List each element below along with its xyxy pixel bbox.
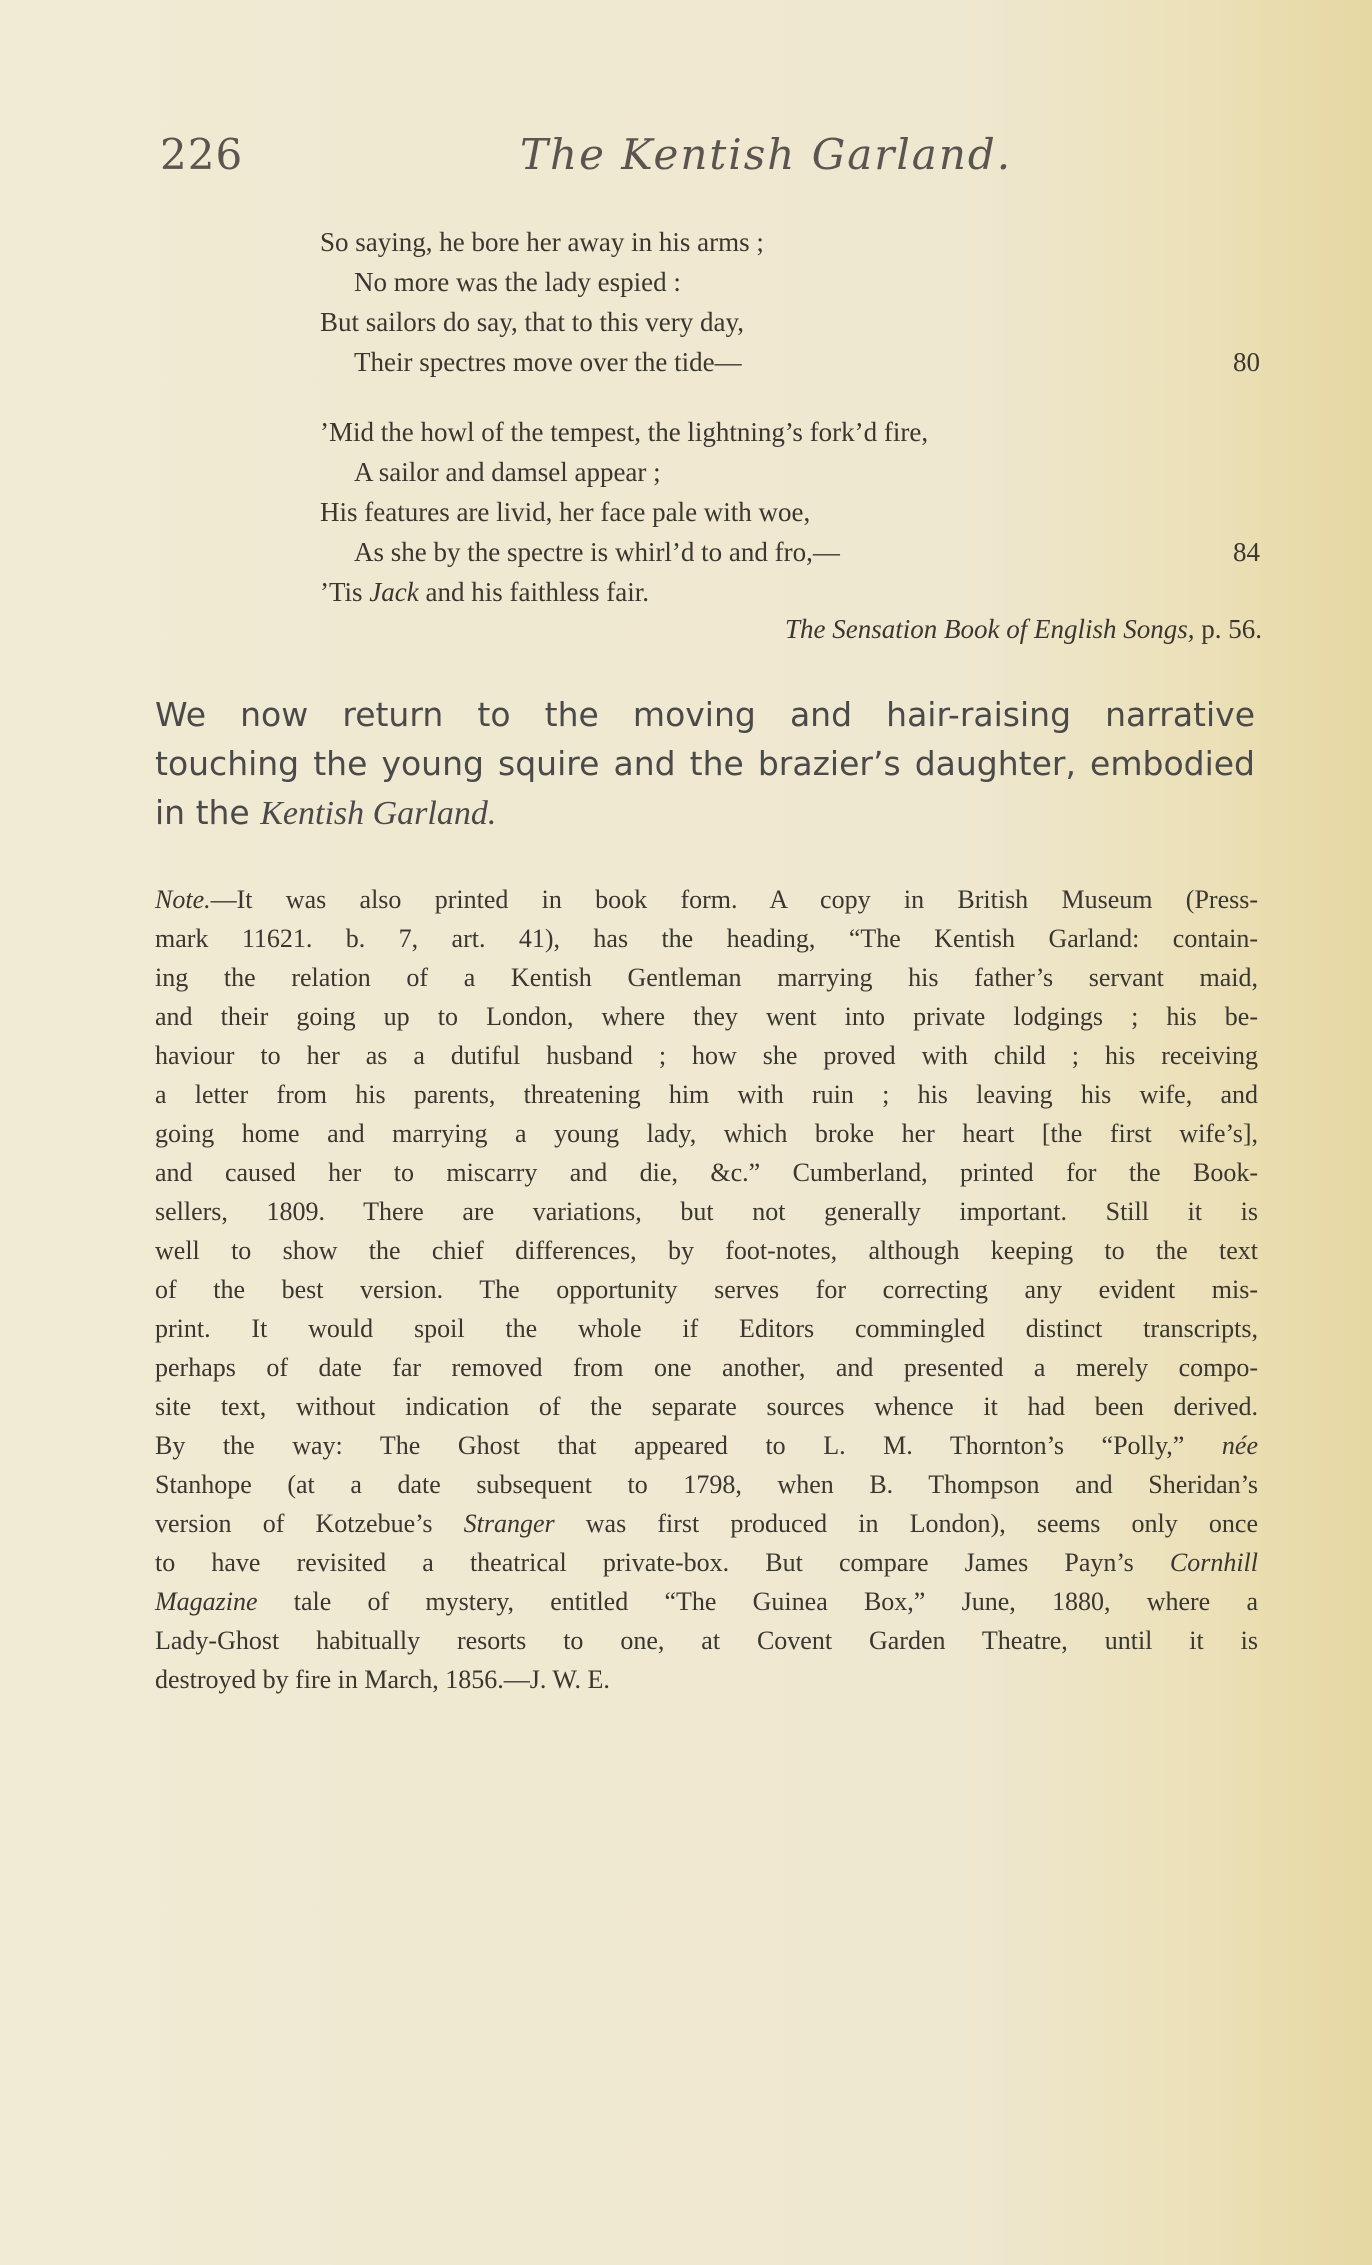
verse-stanza-2: [320, 412, 1260, 612]
note-line: of the best version. The opportunity serves for correcting any evident mis-: [155, 1275, 1258, 1304]
paragraph-line: in the Kentish Garland.: [155, 793, 497, 832]
nee-word: née: [1221, 1431, 1258, 1460]
note-line: mark 11621. b. 7, art. 41), has the heading, “The Kentish Garland: contain-: [155, 924, 1258, 953]
stranger-title: Stranger: [463, 1509, 555, 1538]
page-number: 226: [160, 130, 244, 179]
verse-line: His features are livid, her face pale with woe,: [320, 497, 811, 527]
note-line: By the way: The Ghost that appeared to L. M. Thornton’s “Polly,” née: [155, 1431, 1258, 1460]
verse-stanza-1: [320, 222, 1260, 382]
line-number: 84: [1233, 537, 1260, 567]
note-line: version of Kotzebue’s Stranger was first produced in London), seems only once: [155, 1509, 1258, 1538]
note-line: ing the relation of a Kentish Gentleman marrying his father’s servant maid,: [155, 963, 1258, 992]
narrative-paragraph: [155, 690, 1255, 837]
source-book-title: The Sensation Book of English Songs,: [785, 614, 1195, 644]
note-line: perhaps of date far removed from one another, and presented a merely compo-: [155, 1353, 1258, 1382]
source-page: p. 56.: [1194, 614, 1262, 644]
verse-line: As she by the spectre is whirl’d to and fro,— 84: [320, 532, 1260, 572]
page-header: [160, 130, 1260, 180]
note-label: Note.: [155, 885, 211, 914]
note-line: destroyed by fire in March, 1856.—J. W. E.: [155, 1665, 610, 1694]
note-line: to have revisited a theatrical private-box. But compare James Payn’s Cornhill: [155, 1548, 1258, 1577]
cornhill-title: Cornhill: [1169, 1548, 1258, 1577]
verse-line: ’Tis Jack and his faithless fair.: [320, 577, 649, 607]
verse-line: Their spectres move over the tide— 80: [320, 342, 1260, 382]
note-line: going home and marrying a young lady, which broke her heart [the first wife’s],: [155, 1119, 1258, 1148]
note-line: sellers, 1809. There are variations, but not generally important. Still it is: [155, 1197, 1258, 1226]
editor-note: [155, 880, 1258, 1699]
verse-line: A sailor and damsel appear ;: [354, 457, 661, 487]
name-jack: Jack: [369, 577, 419, 607]
note-line: and caused her to miscarry and die, &c.” Cumberland, printed for the Book-: [155, 1158, 1258, 1187]
note-line: Lady-Ghost habitually resorts to one, at Covent Garden Theatre, until it is: [155, 1626, 1258, 1655]
verse-source-citation: [785, 614, 1262, 645]
paragraph-line: We now return to the moving and hair-raising narrative: [155, 695, 1255, 734]
note-line: Stanhope (at a date subsequent to 1798, when B. Thompson and Sheridan’s: [155, 1470, 1258, 1499]
verse-line: No more was the lady espied :: [354, 267, 681, 297]
magazine-title: Magazine: [155, 1587, 258, 1616]
note-line: well to show the chief differences, by foot-notes, although keeping to the text: [155, 1236, 1258, 1265]
verse-line: But sailors do say, that to this very day,: [320, 307, 744, 337]
garland-title: Kentish Garland.: [260, 795, 497, 832]
verse-line: ’Mid the howl of the tempest, the lightning’s fork’d fire,: [320, 417, 929, 447]
note-line: Magazine tale of mystery, entitled “The Guinea Box,” June, 1880, where a: [155, 1587, 1258, 1616]
note-line: Note.—It was also printed in book form. A copy in British Museum (Press-: [155, 885, 1258, 914]
line-number: 80: [1233, 347, 1260, 377]
note-line: site text, without indication of the separate sources whence it had been derived.: [155, 1392, 1258, 1421]
running-title: The Kentish Garland.: [520, 130, 1013, 179]
paragraph-line: touching the young squire and the brazier’s daughter, embodied: [155, 744, 1255, 783]
note-line: a letter from his parents, threatening him with ruin ; his leaving his wife, and: [155, 1080, 1258, 1109]
note-line: haviour to her as a dutiful husband ; how she proved with child ; his receiving: [155, 1041, 1258, 1070]
note-line: print. It would spoil the whole if Editors commingled distinct transcripts,: [155, 1314, 1258, 1343]
note-line: and their going up to London, where they went into private lodgings ; his be-: [155, 1002, 1258, 1031]
verse-line: So saying, he bore her away in his arms ;: [320, 227, 764, 257]
